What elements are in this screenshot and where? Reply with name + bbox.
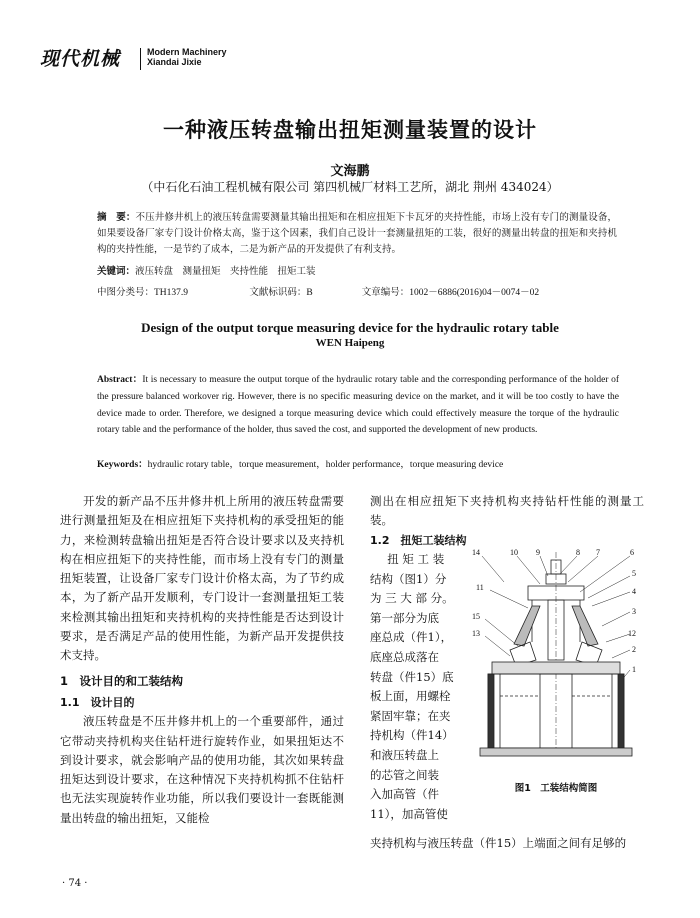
- fig-label: 5: [632, 569, 636, 578]
- narrow-line: 为 三 大 部 分。: [370, 591, 454, 606]
- affiliation-cn: （中石化石油工程机械有限公司 第四机械厂材料工艺所，湖北 荆州 434024）: [141, 180, 559, 194]
- keywords-en-text: hydraulic rotary table，torque measurement，holder performance，torque measuring device: [147, 460, 504, 470]
- narrow-line: 和液压转盘上: [370, 747, 439, 762]
- fig-label: 4: [632, 587, 636, 596]
- clc-number: 中图分类号：TH137.9: [97, 288, 189, 298]
- fig-label: 14: [472, 548, 480, 557]
- intro-paragraph: 开发的新产品不压井修井机上所用的液压转盘需要进行测量扭矩及在相应扭矩下夹持机构的承受扭矩的能力，来检测转盘输出扭矩是否符合设计要求以及夹持机构在相应扭矩下的夹持性能，而市场上没有专门的测量扭矩装置，让设备厂家专门设计价格太高，为了节约成本，为了新产品开发顺利，专门设计一套测量扭矩工装来检测其输出扭矩和夹持机构的夹持性能是否达到设计要求，是否满足产品的使用性能，为新产品开发提供技术支持。: [60, 494, 344, 663]
- figure-1-diagram: [470, 546, 642, 766]
- narrow-text-column: [370, 550, 460, 824]
- fig-label: 13: [472, 629, 480, 638]
- article-number: 文章编号：1002－6886(2016)04－0074－02: [361, 288, 540, 298]
- narrow-line: 入加高管（件: [370, 787, 439, 802]
- document-code: 文献标识码：B: [249, 288, 313, 298]
- paragraph-1-1: 液压转盘是不压井修井机上的一个重要部件，通过它带动夹持机构夹住钻杆进行旋转作业，如果扭矩达不到设计要求，就会影响产品的使用功能，其次如果转盘扭矩达到设计要求，在这种情况下夹持机构抓不住钻杆也无法实现旋转作业功能，所以我们要设计一套既能测量出转盘的输出扭矩，又能检: [60, 714, 344, 825]
- narrow-line: 11），加高管使: [370, 806, 448, 821]
- fig-label: 7: [596, 548, 600, 557]
- subsection-heading-1-1: 1.1 设计目的: [60, 695, 135, 709]
- body-right-top: [370, 492, 644, 550]
- narrow-line: 结构（图1）分: [370, 571, 447, 586]
- abstract-en: [97, 372, 619, 439]
- body-left-column: [60, 492, 344, 828]
- narrow-line: 第一部分为底: [370, 610, 439, 625]
- fig-label: 3: [632, 607, 636, 616]
- narrow-line: 转盘（件15）底: [370, 669, 454, 684]
- keywords-en-label: Keywords：: [97, 460, 148, 470]
- fig-label: 2: [632, 645, 636, 654]
- narrow-line: 持机构（件14）: [370, 728, 454, 743]
- figure-labels: [472, 548, 636, 674]
- abstract-cn-text: 不压井修井机上的液压转盘需要测量其输出扭矩和在相应扭矩下卡瓦牙的夹持性能，市场上没有专门的测量设备，如果要设备厂家专门设计价格太高，鉴于这个因素，我们自己设计一套测量扭矩的工装，很好的测量出转盘的扭矩和夹持机构的夹持性能，一是节约了成本，二是为新产品的开发提供了有利支持。: [97, 212, 617, 255]
- paragraph-right-bottom: 夹持机构与液压转盘（件15）上端面之间有足够的: [370, 836, 627, 850]
- subsection-heading-1-2: 1.2 扭矩工装结构: [370, 533, 467, 547]
- paper-title-en: Design of the output torque measuring device for the hydraulic rotary table: [141, 320, 559, 335]
- narrow-line: 紧固牢靠；在夹: [370, 708, 451, 723]
- fig-label: 8: [576, 548, 580, 557]
- abstract-en-text: It is necessary to measure the output torque of the hydraulic rotary table and the corresponding performance of the holder of the pressure balanced workover rig. However, there is no specific measuring device on the market, and it will be too costly to have the device made to order. Therefore, we designed a torque measuring device which could effectively measure the torque of the hydraulic rotary table and the performance of the holder, thus saved the cost, and supported the development of new products.: [97, 375, 619, 436]
- fig-label: 15: [472, 612, 480, 621]
- journal-logo-cn: 现代机械: [40, 48, 121, 70]
- fig-label: 6: [630, 548, 634, 557]
- abstract-en-label: Abstract：: [97, 375, 143, 385]
- paper-title-cn: 一种液压转盘输出扭矩测量装置的设计: [163, 118, 537, 142]
- figure-1-caption: 图1 工装结构简图: [514, 783, 598, 794]
- abstract-cn: [97, 210, 617, 258]
- fig-label: 11: [476, 583, 484, 592]
- author-en: WEN Haipeng: [315, 337, 385, 349]
- fig-label: 9: [536, 548, 540, 557]
- author-cn: 文海鹏: [330, 164, 370, 179]
- fig-label: 1: [632, 665, 636, 674]
- keywords-cn: [97, 263, 316, 277]
- keywords-cn-label: 关键词：: [97, 266, 136, 277]
- page-number: · 74 ·: [62, 878, 88, 889]
- narrow-line: 的芯管之间装: [370, 767, 439, 782]
- logo-en-line-2: Xiandai Jixie: [147, 57, 202, 67]
- narrow-line: 扭 矩 工 装: [387, 552, 445, 566]
- narrow-line: 底座总成落在: [370, 649, 439, 664]
- keywords-cn-text: 液压转盘 测量扭矩 夹持性能 扭矩工装: [135, 266, 316, 277]
- classification-line: [97, 284, 617, 298]
- fig-label: 10: [510, 548, 518, 557]
- section-heading-1: 1 设计目的和工装结构: [60, 673, 184, 688]
- keywords-en: [97, 456, 503, 470]
- top-assembly: [528, 552, 584, 756]
- paragraph-continued: 测出在相应扭矩下夹持机构夹持钻杆性能的测量工装。: [370, 494, 644, 528]
- narrow-line: 座总成（件1），: [370, 630, 453, 645]
- journal-logo-en: [147, 47, 227, 67]
- logo-en-line-1: Modern Machinery: [147, 47, 227, 57]
- narrow-line: 板上面，用螺栓: [370, 689, 451, 704]
- abstract-cn-label: 摘 要：: [97, 212, 136, 223]
- logo-divider: [140, 48, 141, 70]
- fig-label: 12: [628, 629, 636, 638]
